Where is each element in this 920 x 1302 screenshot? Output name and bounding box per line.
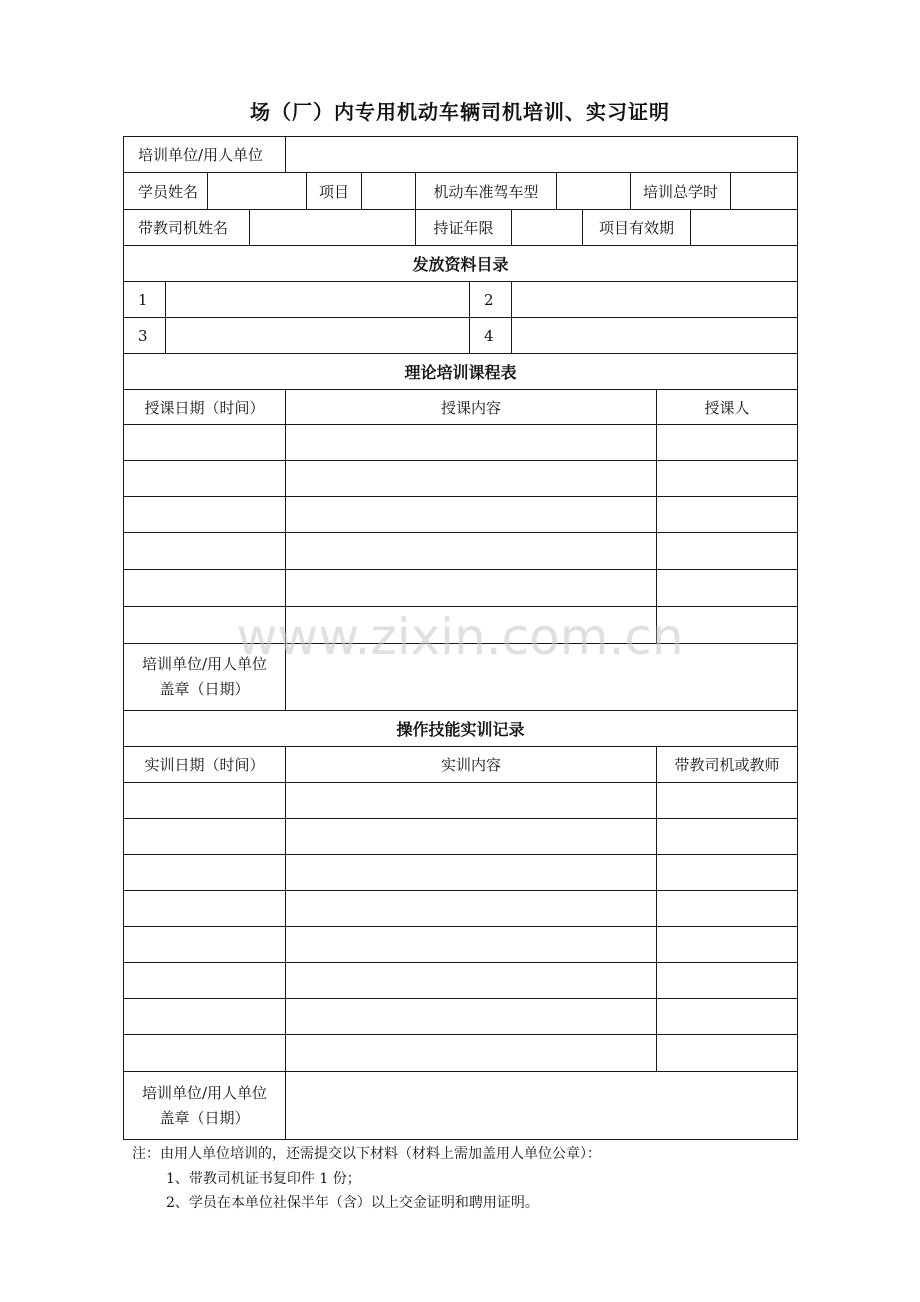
watermark: www.zixin.com.cn <box>236 608 684 666</box>
notes-item-2: 2、学员在本单位社保半年（含）以上交金证明和聘用证明。 <box>166 1195 539 1211</box>
theory-content-cell[interactable] <box>285 569 657 607</box>
theory-content-cell[interactable] <box>285 424 657 461</box>
material-field[interactable] <box>165 281 470 318</box>
theory-person-cell[interactable] <box>656 606 798 644</box>
practice-heading: 操作技能实训记录 <box>123 710 798 747</box>
practice-col-content: 实训内容 <box>285 746 657 783</box>
practice-date-cell[interactable] <box>123 1034 286 1072</box>
practice-person-cell[interactable] <box>656 854 798 891</box>
practice-content-cell[interactable] <box>285 782 657 819</box>
theory-date-cell[interactable] <box>123 424 286 461</box>
theory-content-cell[interactable] <box>285 496 657 533</box>
practice-date-cell[interactable] <box>123 998 286 1035</box>
theory-date-cell[interactable] <box>123 569 286 607</box>
practice-content-cell[interactable] <box>285 890 657 927</box>
practice-person-cell[interactable] <box>656 962 798 999</box>
practice-person-cell[interactable] <box>656 782 798 819</box>
theory-content-cell[interactable] <box>285 532 657 570</box>
theory-person-cell[interactable] <box>656 460 798 497</box>
theory-col-date: 授课日期（时间） <box>123 389 286 425</box>
practice-person-cell[interactable] <box>656 890 798 927</box>
practice-date-cell[interactable] <box>123 926 286 963</box>
practice-person-cell[interactable] <box>656 818 798 855</box>
theory-stamp-field[interactable] <box>285 643 798 711</box>
theory-person-cell[interactable] <box>656 496 798 533</box>
practice-date-cell[interactable] <box>123 890 286 927</box>
practice-stamp-line1: 培训单位/用人单位 <box>141 1083 268 1102</box>
theory-col-content: 授课内容 <box>285 389 657 425</box>
practice-content-cell[interactable] <box>285 962 657 999</box>
mentor-name-field[interactable] <box>249 209 416 246</box>
theory-person-cell[interactable] <box>656 569 798 607</box>
material-number: 4 <box>469 317 512 354</box>
theory-date-cell[interactable] <box>123 606 286 644</box>
notes-intro: 注：由用人单位培训的，还需提交以下材料（材料上需加盖用人单位公章）： <box>132 1146 601 1162</box>
item-label: 项目 <box>306 172 362 210</box>
training-unit-label: 培训单位/用人单位 <box>123 136 286 173</box>
student-name-field[interactable] <box>207 172 307 210</box>
material-number: 2 <box>469 281 512 318</box>
theory-date-cell[interactable] <box>123 496 286 533</box>
practice-date-cell[interactable] <box>123 782 286 819</box>
cert-years-label: 持证年限 <box>415 209 512 246</box>
practice-person-cell[interactable] <box>656 998 798 1035</box>
practice-content-cell[interactable] <box>285 818 657 855</box>
practice-stamp-line2: 盖章（日期） <box>159 1108 250 1127</box>
theory-date-cell[interactable] <box>123 460 286 497</box>
material-number: 1 <box>123 281 166 318</box>
material-number: 3 <box>123 317 166 354</box>
practice-stamp-label <box>123 1071 286 1140</box>
training-unit-field[interactable] <box>285 136 798 173</box>
practice-content-cell[interactable] <box>285 998 657 1035</box>
practice-content-cell[interactable] <box>285 926 657 963</box>
notes-item-1: 1、带教司机证书复印件 1 份； <box>166 1171 361 1187</box>
theory-col-person: 授课人 <box>656 389 798 425</box>
document-title: 场（厂）内专用机动车辆司机培训、实习证明 <box>250 100 670 124</box>
practice-col-person: 带教司机或教师 <box>656 746 798 783</box>
practice-date-cell[interactable] <box>123 818 286 855</box>
total-hours-label: 培训总学时 <box>630 172 731 210</box>
practice-person-cell[interactable] <box>656 1034 798 1072</box>
theory-content-cell[interactable] <box>285 460 657 497</box>
material-field[interactable] <box>511 281 798 318</box>
item-valid-label: 项目有效期 <box>582 209 691 246</box>
student-name-label: 学员姓名 <box>123 172 208 210</box>
item-field[interactable] <box>361 172 416 210</box>
total-hours-field[interactable] <box>730 172 798 210</box>
practice-date-cell[interactable] <box>123 854 286 891</box>
materials-heading: 发放资料目录 <box>123 245 798 282</box>
theory-stamp-line2: 盖章（日期） <box>159 680 250 698</box>
practice-col-date: 实训日期（时间） <box>123 746 286 783</box>
practice-content-cell[interactable] <box>285 1034 657 1072</box>
theory-stamp-label <box>123 643 286 711</box>
item-valid-field[interactable] <box>690 209 798 246</box>
theory-content-cell[interactable] <box>285 606 657 644</box>
theory-person-cell[interactable] <box>656 424 798 461</box>
theory-person-cell[interactable] <box>656 532 798 570</box>
cert-years-field[interactable] <box>511 209 583 246</box>
theory-stamp-line1: 培训单位/用人单位 <box>141 655 268 673</box>
vehicle-type-field[interactable] <box>556 172 631 210</box>
theory-heading: 理论培训课程表 <box>123 353 798 390</box>
mentor-name-label: 带教司机姓名 <box>123 209 250 246</box>
practice-stamp-field[interactable] <box>285 1071 798 1140</box>
practice-person-cell[interactable] <box>656 926 798 963</box>
practice-content-cell[interactable] <box>285 854 657 891</box>
practice-date-cell[interactable] <box>123 962 286 999</box>
vehicle-type-label: 机动车准驾车型 <box>415 172 557 210</box>
theory-date-cell[interactable] <box>123 532 286 570</box>
material-field[interactable] <box>165 317 470 354</box>
material-field[interactable] <box>511 317 798 354</box>
